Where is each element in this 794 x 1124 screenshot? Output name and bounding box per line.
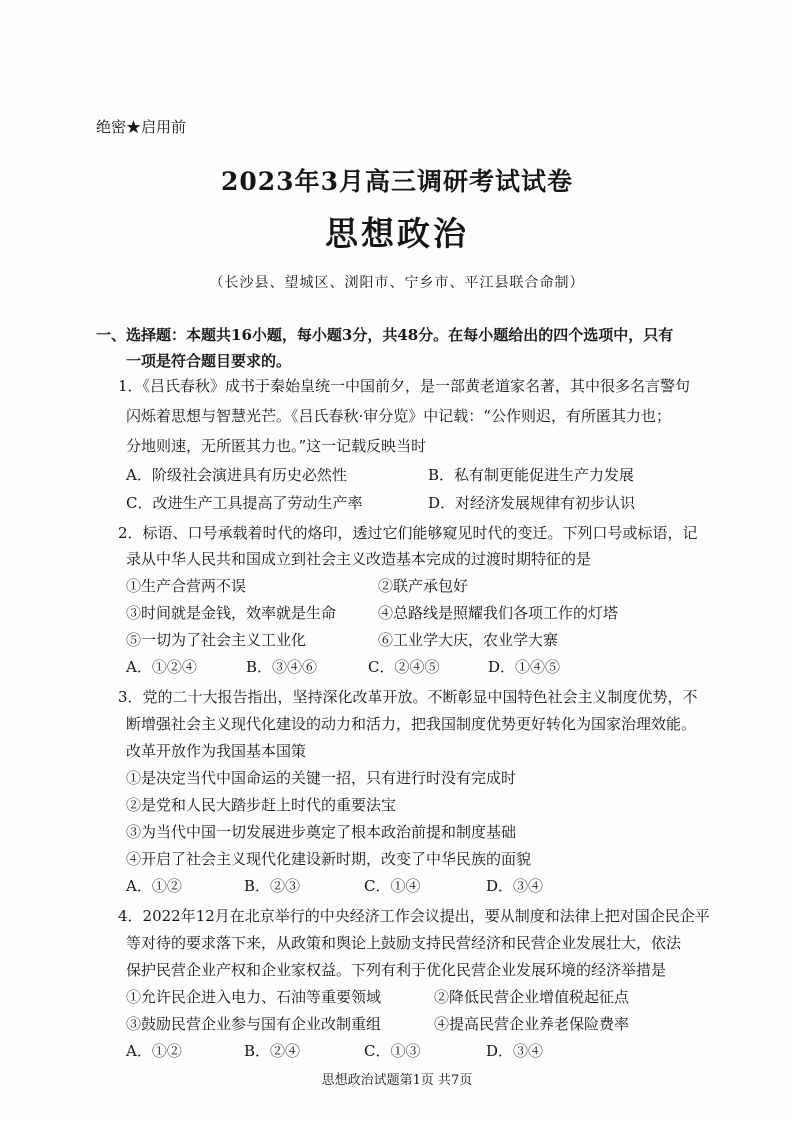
q1-option-a: A．阶级社会演进具有历史必然性 bbox=[126, 466, 347, 484]
q3-option-c: C．①④ bbox=[364, 877, 421, 895]
exam-title: 2023年3月高三调研考试试卷 bbox=[221, 167, 573, 196]
q2-option-a: A．①②④ bbox=[126, 658, 197, 676]
section-heading-line2: 一项是符合题目要求的。 bbox=[126, 352, 292, 370]
confidential-label: 绝密★启用前 bbox=[96, 118, 187, 136]
q4-statement-2: ②降低民营企业增值税起征点 bbox=[434, 988, 630, 1006]
q4-statement-4: ④提高民营企业养老保险费率 bbox=[434, 1015, 630, 1033]
q1-option-c: C．改进生产工具提高了劳动生产率 bbox=[126, 494, 363, 512]
q1-stem-line2: 闪烁着思想与智慧光芒。《吕氏春秋·审分览》中记载：“公作则迟，有所匿其力也； bbox=[126, 407, 671, 425]
q2-option-c: C．②④⑤ bbox=[368, 658, 440, 676]
q2-statement-2: ②联产承包好 bbox=[378, 577, 469, 595]
q1-stem-line1: 1．《吕氏春秋》成书于秦始皇统一中国前夕，是一部黄老道家名著，其中很多名言警句 bbox=[118, 377, 691, 395]
q1-option-b: B．私有制更能促进生产力发展 bbox=[428, 466, 635, 484]
q4-option-d: D．③④ bbox=[486, 1042, 544, 1060]
q2-option-d: D．①④⑤ bbox=[488, 658, 561, 676]
q3-stem-line1: 3．党的二十大报告指出，坚持深化改革开放。不断彰显中国特色社会主义制度优势，不 bbox=[118, 688, 698, 706]
q4-option-a: A．①② bbox=[126, 1042, 182, 1060]
q4-stem-line1: 4．2022年12月在北京举行的中央经济工作会议提出，要从制度和法律上把对国企民企平 bbox=[118, 907, 710, 925]
q2-stem-line2: 录从中华人民共和国成立到社会主义改造基本完成的过渡时期特征的是 bbox=[126, 550, 592, 568]
compiler-note: （长沙县、望城区、浏阳市、宁乡市、平江县联合命制） bbox=[209, 275, 585, 291]
section-heading-line1: 一、选择题：本题共16小题，每小题3分，共48分。在每小题给出的四个选项中，只有 bbox=[96, 326, 674, 344]
q2-statement-5: ⑤一切为了社会主义工业化 bbox=[126, 631, 307, 649]
q3-statement-4: ④开启了社会主义现代化建设新时期，改变了中华民族的面貌 bbox=[126, 850, 532, 868]
q2-option-b: B．③④⑥ bbox=[246, 658, 318, 676]
q2-statement-4: ④总路线是照耀我们各项工作的灯塔 bbox=[378, 604, 619, 622]
q1-option-d: D．对经济发展规律有初步认识 bbox=[428, 494, 636, 512]
q4-statement-1: ①允许民企进入电力、石油等重要领域 bbox=[126, 988, 382, 1006]
page-footer: 思想政治试题第1页 共7页 bbox=[321, 1073, 473, 1088]
q2-statement-6: ⑥工业学大庆，农业学大寨 bbox=[378, 631, 559, 649]
q4-option-c: C．①③ bbox=[364, 1042, 421, 1060]
q3-option-b: B．②③ bbox=[244, 877, 301, 895]
q3-statement-3: ③为当代中国一切发展进步奠定了根本政治前提和制度基础 bbox=[126, 823, 517, 841]
q3-stem-line2: 断增强社会主义现代化建设的动力和活力，把我国制度优势更好转化为国家治理效能。 bbox=[126, 715, 697, 733]
section-heading bbox=[96, 322, 673, 374]
q4-option-b: B．②④ bbox=[244, 1042, 301, 1060]
q2-statement-3: ③时间就是金钱，效率就是生命 bbox=[126, 604, 337, 622]
q3-statement-1: ①是决定当代中国命运的关键一招，只有进行时没有完成时 bbox=[126, 769, 517, 787]
subject-title: 思想政治 bbox=[325, 214, 469, 253]
q4-stem-line2: 等对待的要求落下来，从政策和舆论上鼓励支持民营经济和民营企业发展壮大，依法 bbox=[126, 934, 682, 952]
q3-stem-line3: 改革开放作为我国基本国策 bbox=[126, 742, 307, 760]
q4-statement-3: ③鼓励民营企业参与国有企业改制重组 bbox=[126, 1015, 382, 1033]
q3-option-a: A．①② bbox=[126, 877, 182, 895]
q3-statement-2: ②是党和人民大踏步赶上时代的重要法宝 bbox=[126, 796, 397, 814]
q3-option-d: D．③④ bbox=[486, 877, 544, 895]
q2-stem-line1: 2．标语、口号承载着时代的烙印，透过它们能够窥见时代的变迁。下列口号或标语，记 bbox=[118, 524, 698, 542]
q1-stem-line3: 分地则速，无所匿其力也。”这一记载反映当时 bbox=[126, 437, 427, 455]
q4-stem-line3: 保护民营企业产权和企业家权益。下列有利于优化民营企业发展环境的经济举措是 bbox=[126, 961, 667, 979]
q2-statement-1: ①生产合营两不误 bbox=[126, 577, 247, 595]
